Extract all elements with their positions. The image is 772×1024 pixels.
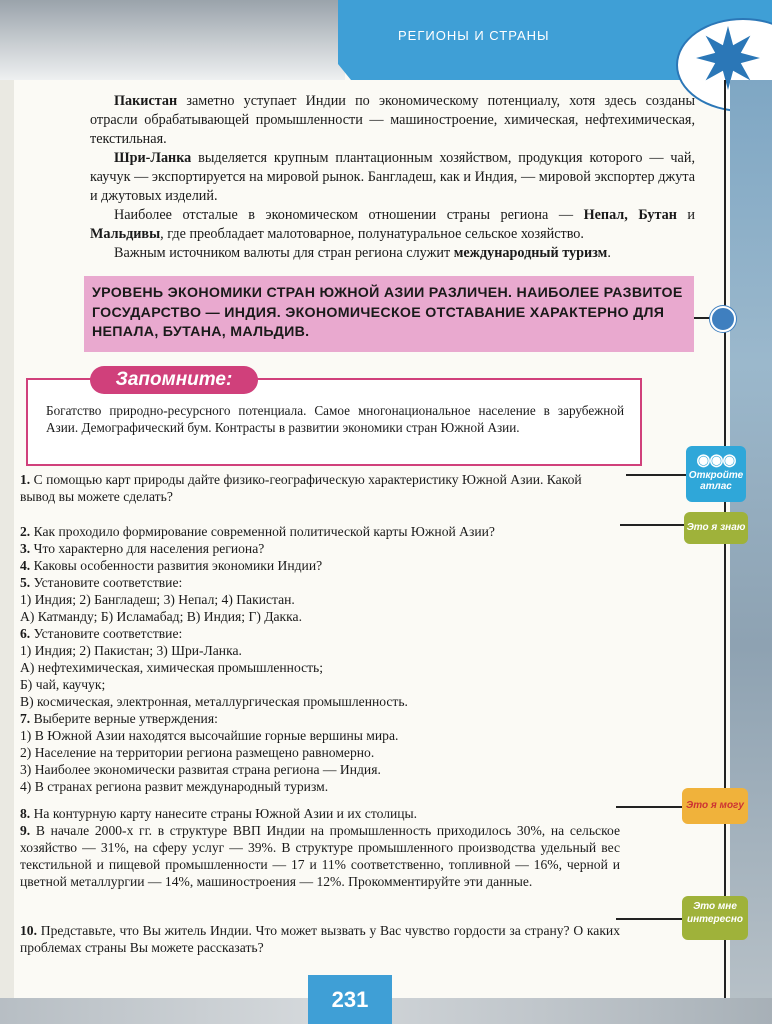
- i-know-badge: Это я знаю: [684, 512, 748, 544]
- paragraph-least-developed: Наиболее отсталые в экономическом отношении страны региона — Непал, Бутан и Мальдивы, где преобладает малотоварное, полунатуральное сельское хозяйство.: [90, 207, 696, 242]
- globe-icon: ◉◉◉: [696, 452, 736, 469]
- can-connector: [616, 806, 682, 808]
- interesting-badge: Это мне интересно: [682, 896, 748, 940]
- question-3: 3. Что характерно для населения региона?: [20, 541, 265, 556]
- question-5: 5. Установите соответствие:: [20, 575, 183, 590]
- summary-text: УРОВЕНЬ ЭКОНОМИКИ СТРАН ЮЖНОЙ АЗИИ РАЗЛИЧЕН. НАИБОЛЕЕ РАЗВИТОЕ ГОСУДАРСТВО — ИНДИЯ. ЭКОНОМИЧЕСКОЕ ОТСТАВАНИЕ ХАРАКТЕРНО ДЛЯ НЕПАЛА, БУТАНА, МАЛЬДИВ.: [92, 285, 683, 340]
- page-number: 231: [308, 975, 392, 1024]
- question-7: 7. Выберите верные утверждения:: [20, 711, 218, 726]
- question-6-list-4: В) космическая, электронная, металлургическая промышленность.: [20, 694, 408, 709]
- question-6-list-2: А) нефтехимическая, химическая промышленность;: [20, 660, 324, 675]
- question-7-item-2: 2) Население на территории региона размещено равномерно.: [20, 745, 375, 760]
- atlas-connector: [626, 474, 686, 476]
- question-8: 8. На контурную карту нанесите страны Южной Азии и их столицы.: [20, 806, 418, 821]
- remember-label: Запомните:: [90, 366, 258, 394]
- left-margin: [0, 80, 14, 998]
- question-6: 6. Установите соответствие:: [20, 626, 183, 641]
- chapter-title: РЕГИОНЫ И СТРАНЫ: [398, 28, 550, 43]
- question-7-item-4: 4) В странах региона развит международный туризм.: [20, 779, 329, 794]
- paragraph-srilanka: Шри-Ланка выделяется крупным плантационным хозяйством, продукция которого — чай, каучук — экспортируется на мировой рынок. Бангладеш, как и Индия, — мировой экспортер джута и джутовых изделий.: [90, 150, 695, 204]
- question-1: 1. С помощью карт природы дайте физико-географическую характеристику Южной Азии. Какой вывод вы можете сделать?: [20, 472, 582, 504]
- question-7-item-1: 1) В Южной Азии находятся высочайшие горные вершины мира.: [20, 728, 399, 743]
- summary-dot-icon: [710, 306, 736, 332]
- header-photo-left: [0, 0, 345, 80]
- paragraph-pakistan: Пакистан заметно уступает Индии по экономическому потенциалу, хотя здесь созданы отрасли обрабатывающей промышленности — машиностроение, химическая, нефтехимическая, текстильная.: [90, 93, 695, 147]
- question-6-list-1: 1) Индия; 2) Пакистан; 3) Шри-Ланка.: [20, 643, 242, 658]
- i-can-badge: Это я могу: [682, 788, 748, 824]
- remember-text: Богатство природно-ресурсного потенциала. Самое многонациональное население в зарубежной Азии. Демографический бум. Контрасты в развитии экономики стран Южной Азии.: [46, 403, 624, 435]
- paragraph-tourism: Важным источником валюты для стран региона служит международный туризм.: [114, 245, 611, 261]
- question-5-list-2: А) Катманду; Б) Исламабад; В) Индия; Г) Дакка.: [20, 609, 302, 624]
- question-5-list-1: 1) Индия; 2) Бангладеш; 3) Непал; 4) Пакистан.: [20, 592, 295, 607]
- question-10: 10. Представьте, что Вы житель Индии. Что может вызвать у Вас чувство гордости за страну? О каких проблемах страны Вы можете рассказать?: [20, 923, 620, 955]
- question-6-list-3: Б) чай, каучук;: [20, 677, 106, 692]
- right-photo-strip: [730, 80, 772, 1024]
- open-atlas-label: Откройте атлас: [688, 470, 744, 492]
- question-9: 9. В начале 2000-х гг. в структуре ВВП Индии на промышленность приходилось 30%, на сельское хозяйство — 31%, на сферу услуг — 39%. В структуре промышленного производства удельный вес текстильной и пищевой промышленности — 17 и 11% соответственно, топливной — 16%, черной и цветной металлургии — 14%, машиностроения — 12%. Прокомментируйте эти данные.: [20, 823, 620, 889]
- interesting-connector: [616, 918, 682, 920]
- question-2: 2. Как проходило формирование современной политической карты Южной Азии?: [20, 524, 495, 539]
- question-4: 4. Каковы особенности развития экономики Индии?: [20, 558, 323, 573]
- know-connector: [620, 524, 684, 526]
- open-atlas-badge: [686, 446, 746, 502]
- question-7-item-3: 3) Наиболее экономически развитая страна региона — Индия.: [20, 762, 381, 777]
